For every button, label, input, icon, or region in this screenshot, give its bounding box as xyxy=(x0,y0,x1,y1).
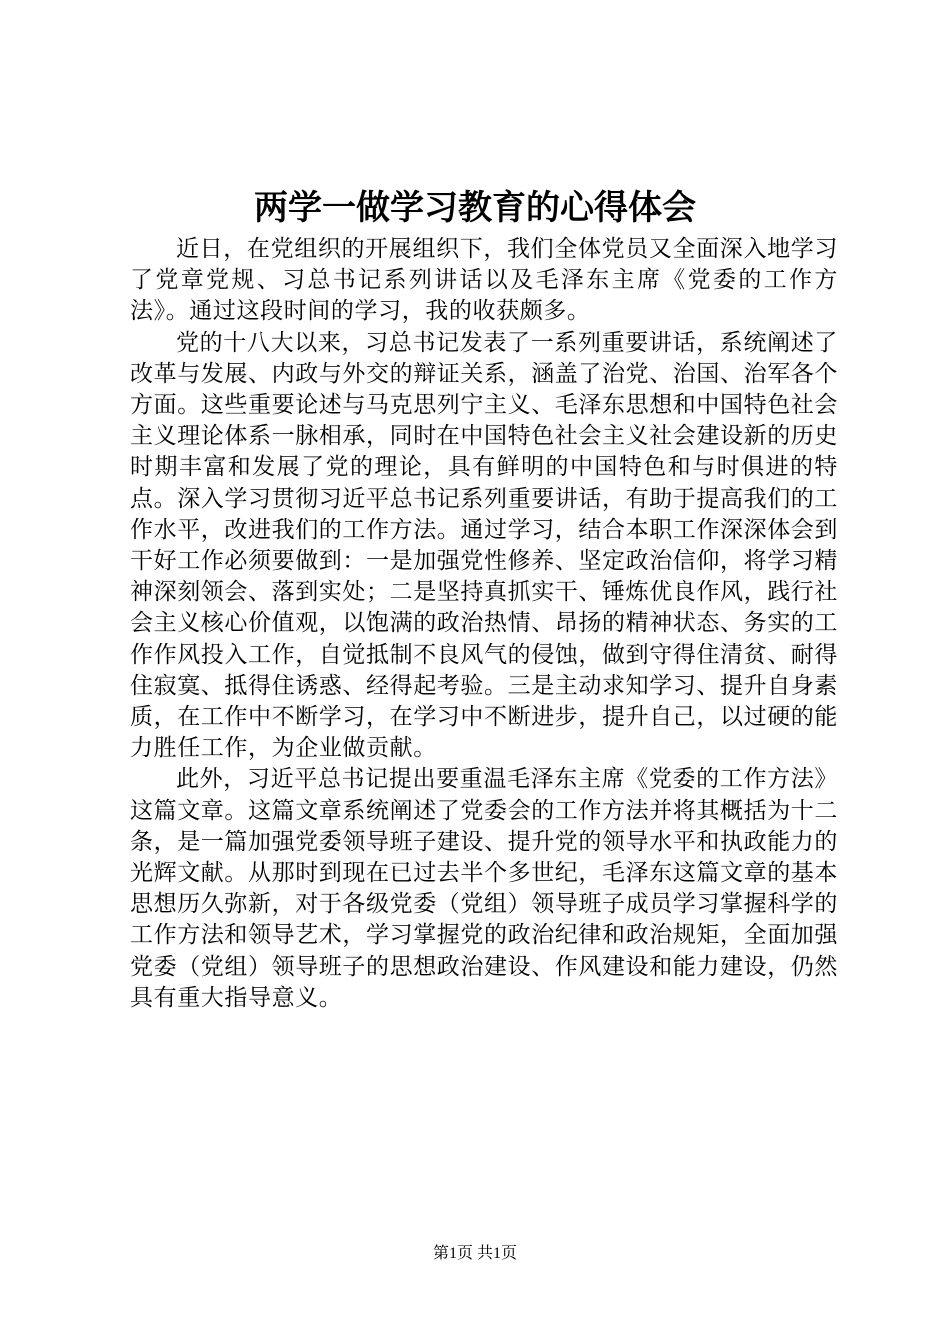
paragraph-2: 党的十八大以来，习总书记发表了一系列重要讲话，系统阐述了改革与发展、内政与外交的辩证关系，涵盖了治党、治国、治军各个方面。这些重要论述与马克思列宁主义、毛泽东思想和中国特色社会主义理论体系一脉相承，同时在中国特色社会主义社会建设新的历史时期丰富和发展了党的理论，具有鲜明的中国特色和与时俱进的特点。深入学习贯彻习近平总书记系列重要讲话，有助于提高我们的工作水平，改进我们的工作方法。通过学习，结合本职工作深深体会到干好工作必须要做到：一是加强党性修养、坚定政治信仰，将学习精神深刻领会、落到实处；二是坚持真抓实干、锤炼优良作风，践行社会主义核心价值观，以饱满的政治热情、昂扬的精神状态、务实的工作作风投入工作，自觉抵制不良风气的侵蚀，做到守得住清贫、耐得住寂寞、抵得住诱惑、经得起考验。三是主动求知学习、提升自身素质，在工作中不断学习，在学习中不断进步，提升自己，以过硬的能力胜任工作，为企业做贡献。 xyxy=(130,329,838,762)
document-title: 两学一做学习教育的心得体会 xyxy=(254,188,696,228)
document-body xyxy=(130,234,838,1014)
paragraph-1: 近日，在党组织的开展组织下，我们全体党员又全面深入地学习了党章党规、习总书记系列讲话以及毛泽东主席《党委的工作方法》。通过这段时间的学习，我的收获颇多。 xyxy=(130,236,838,325)
paragraph-3: 此外，习近平总书记提出要重温毛泽东主席《党委的工作方法》这篇文章。这篇文章系统阐述了党委会的工作方法并将其概括为十二条，是一篇加强党委领导班子建设、提升党的领导水平和执政能力的光辉文献。从那时到现在已过去半个多世纪，毛泽东这篇文章的基本思想历久弥新，对于各级党委（党组）领导班子成员学习掌握科学的工作方法和领导艺术，学习掌握党的政治纪律和政治规矩，全面加强党委（党组）领导班子的思想政治建设、作风建设和能力建设，仍然具有重大指导意义。 xyxy=(130,766,838,1011)
page-footer: 第1页 共1页 xyxy=(432,1245,517,1262)
